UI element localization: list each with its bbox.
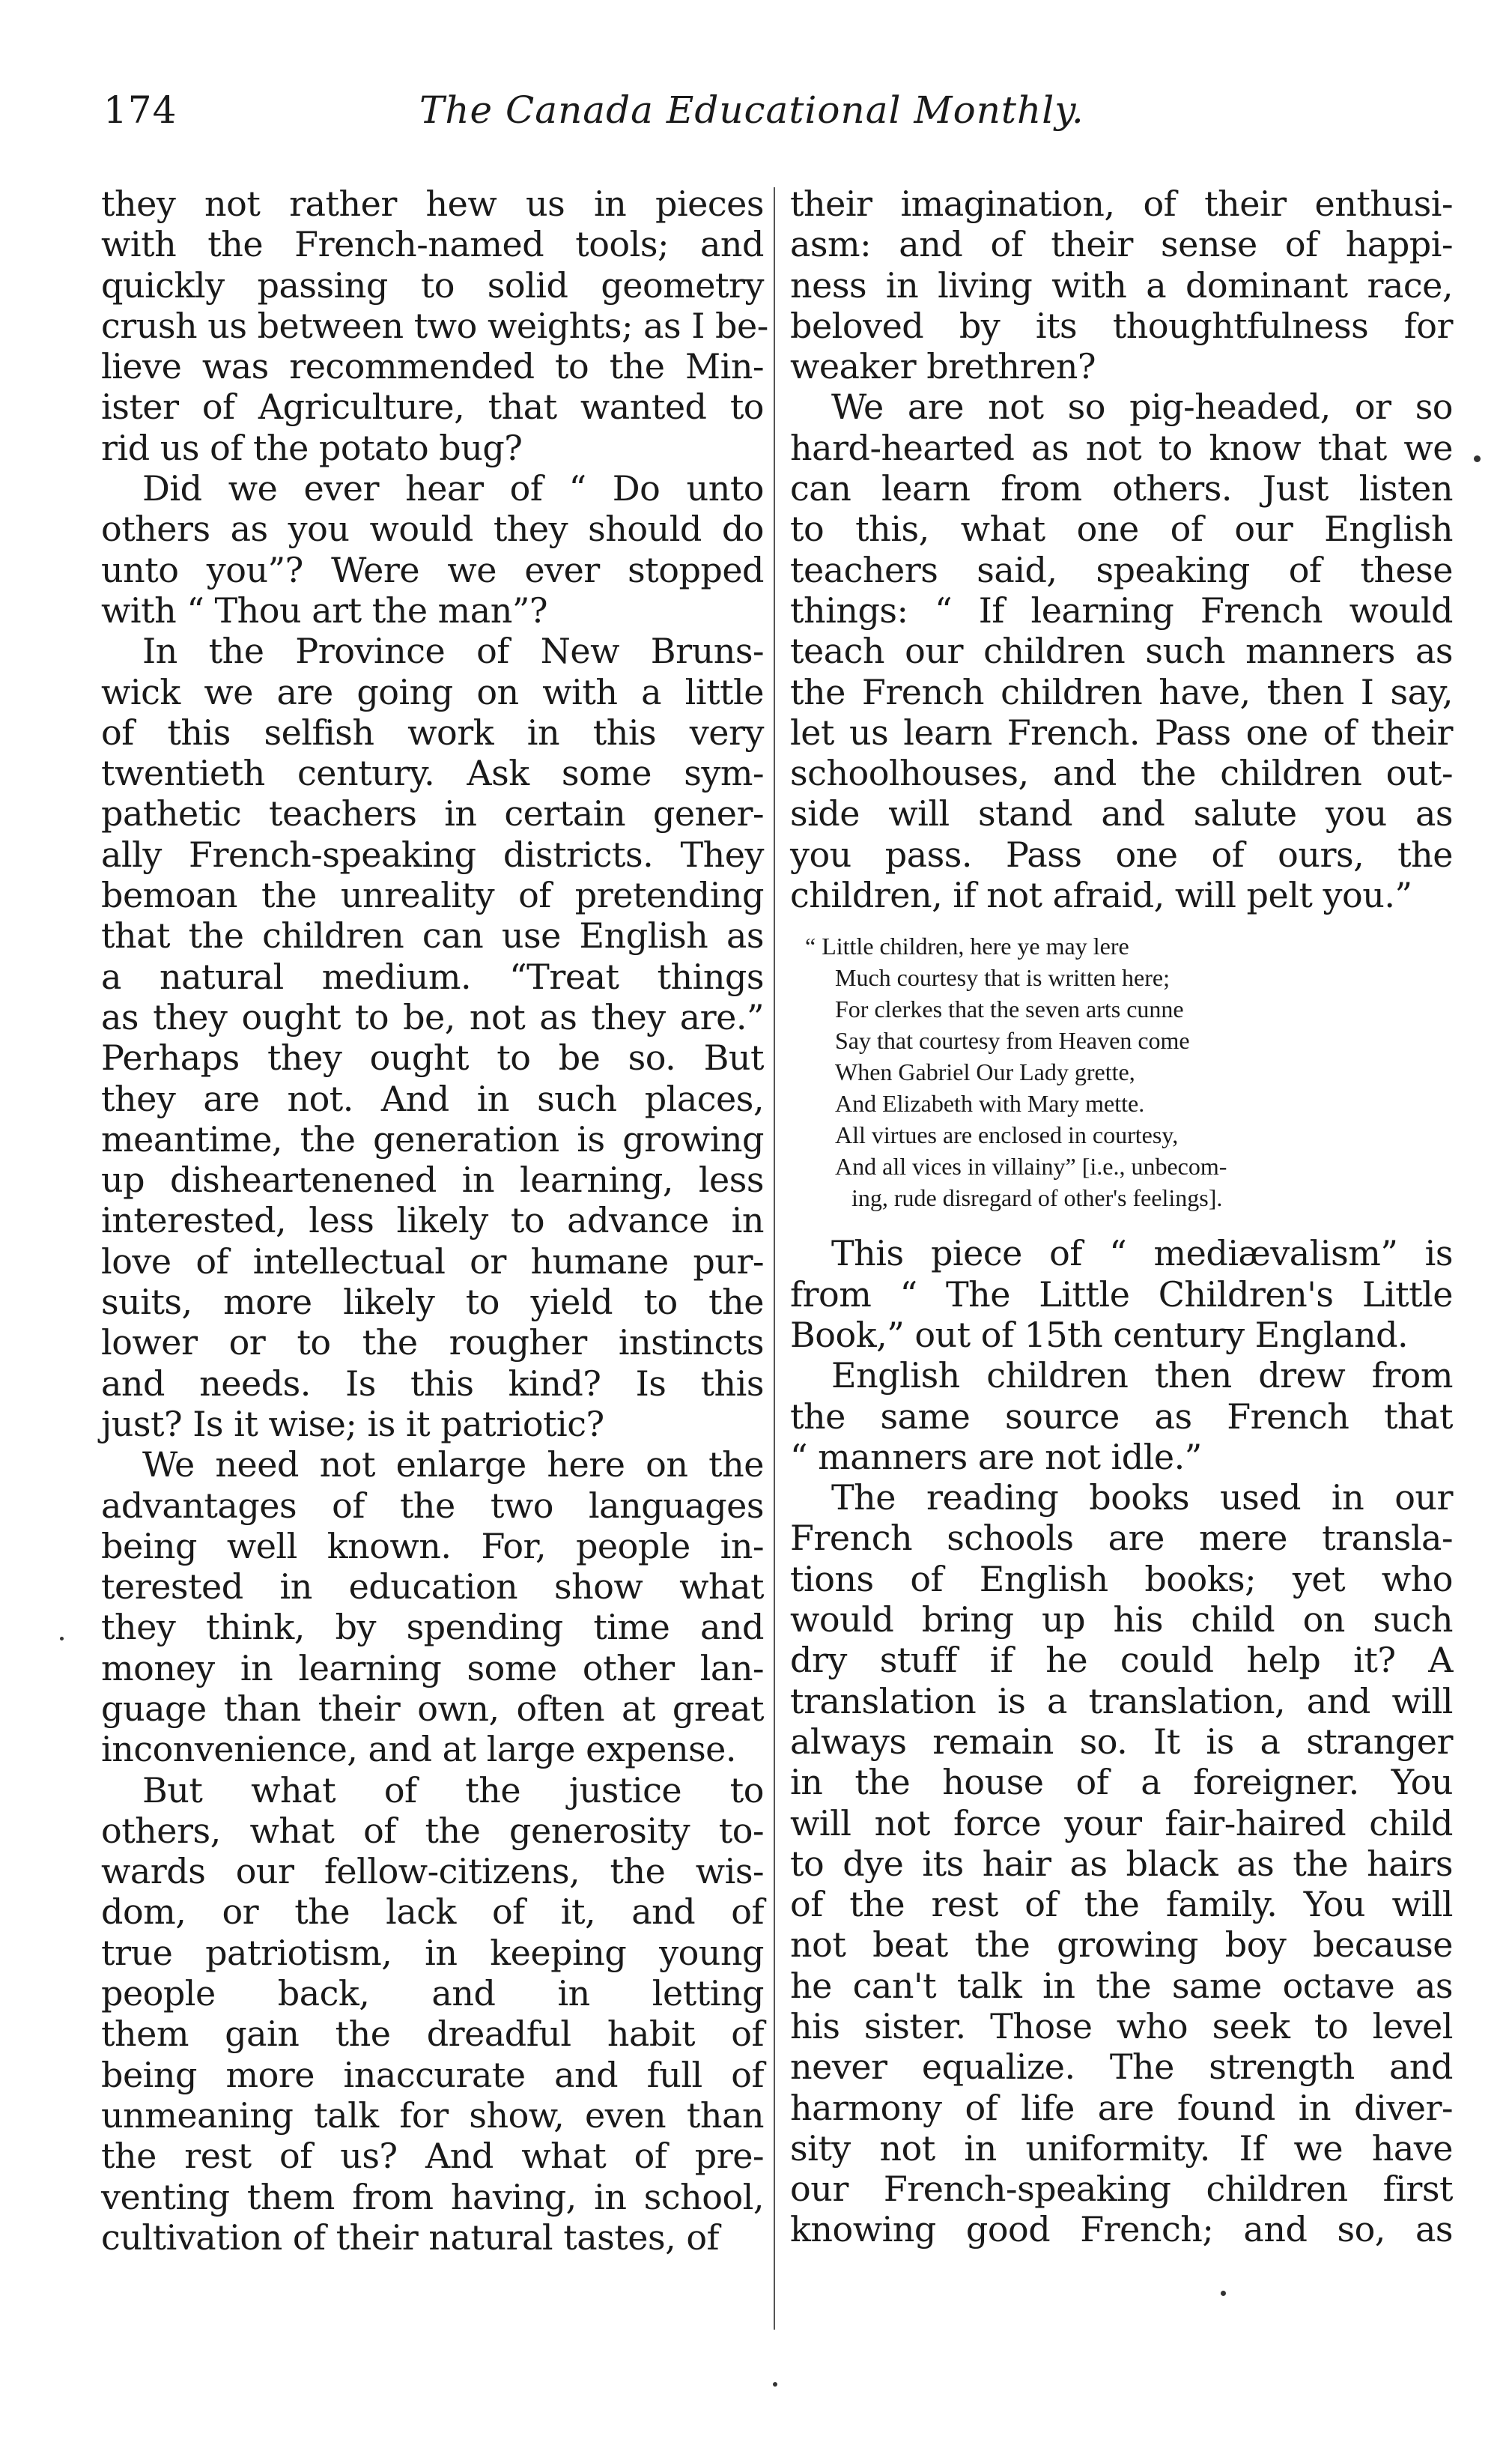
text-line: to this, what one of our English	[790, 509, 1453, 550]
text-line: This piece of “ mediævalism” is	[831, 1233, 1453, 1274]
verse-line: And Elizabeth with Mary mette.	[835, 1090, 1145, 1118]
text-line: tions of English books; yet who	[790, 1558, 1453, 1599]
text-line: terested in education show what	[101, 1566, 764, 1608]
left-column	[101, 184, 768, 2258]
text-line: schoolhouses, and the children out-	[790, 753, 1453, 794]
verse-line: All virtues are enclosed in courtesy,	[835, 1121, 1179, 1149]
text-line: guage than their own, often at great	[101, 1688, 764, 1729]
text-line: “ manners are not idle.”	[790, 1436, 1202, 1477]
text-line: others as you would they should do	[101, 509, 764, 550]
text-line: venting them from having, in school,	[101, 2176, 764, 2217]
verse-line: When Gabriel Our Lady grette,	[835, 1058, 1135, 1086]
text-line: inconvenience, and at large expense.	[101, 1729, 737, 1770]
text-line: side will stand and salute you as	[790, 793, 1453, 834]
text-line: with the French-named tools; and	[101, 224, 764, 265]
text-line: bemoan the unreality of pretending	[101, 875, 764, 916]
text-line: ister of Agriculture, that wanted to	[101, 387, 764, 428]
text-line: interested, less likely to advance in	[101, 1200, 764, 1241]
text-line: harmony of life are found in diver-	[790, 2087, 1453, 2128]
text-line: wick we are going on with a little	[101, 671, 764, 712]
text-line: not beat the growing boy because	[790, 1924, 1453, 1966]
text-line: that the children can use English as	[101, 915, 764, 957]
verse-line: Say that courtesy from Heaven come	[835, 1027, 1190, 1055]
text-line: you pass. Pass one of ours, the	[790, 834, 1453, 875]
page-number: 174	[103, 88, 177, 132]
running-header	[0, 88, 1512, 148]
right-column-text-after-verse	[790, 1233, 1453, 2249]
text-line: his sister. Those who seek to level	[790, 2005, 1453, 2046]
text-line: weaker brethren?	[790, 346, 1096, 387]
text-line: wards our fellow-citizens, the wis-	[101, 1851, 764, 1892]
text-line: cultivation of their natural tastes, of	[101, 2217, 720, 2258]
text-line: never equalize. The strength and	[790, 2046, 1453, 2088]
text-line: knowing good French; and so, as	[790, 2209, 1453, 2250]
text-line: them gain the dreadful habit of	[101, 2014, 764, 2055]
text-line: ally French-speaking districts. They	[101, 834, 764, 875]
right-column-text-before-verse	[790, 184, 1453, 915]
verse-line: For clerkes that the seven arts cunne	[835, 996, 1184, 1023]
text-line: beloved by its thoughtfulness for	[790, 305, 1453, 346]
text-line: In the Province of New Bruns-	[142, 631, 764, 672]
text-line: We are not so pig-headed, or so	[831, 387, 1453, 428]
text-line: of this selfish work in this very	[101, 712, 764, 753]
text-line: being well known. For, people in-	[101, 1525, 764, 1566]
text-line: meantime, the generation is growing	[101, 1118, 764, 1160]
text-line: crush us between two weights; as I be-	[101, 305, 768, 346]
verse-line: Much courtesy that is written here;	[835, 964, 1170, 992]
text-line: being more inaccurate and full of	[101, 2054, 764, 2095]
text-line: lieve was recommended to the Min-	[101, 346, 764, 387]
text-line: rid us of the potato bug?	[101, 427, 523, 468]
text-line: We need not enlarge here on the	[142, 1444, 764, 1485]
text-line: of the rest of the family. You will	[790, 1884, 1453, 1925]
text-line: ness in living with a dominant race,	[790, 264, 1453, 306]
running-title: The Canada Educational Monthly.	[419, 88, 1084, 132]
text-line: lower or to the rougher instincts	[101, 1322, 764, 1363]
text-line: advantages of the two languages	[101, 1485, 764, 1526]
text-line: English children then drew from	[831, 1355, 1453, 1396]
text-line: will not force your fair-haired child	[790, 1802, 1453, 1843]
right-column	[790, 184, 1453, 2250]
text-line: a natural medium. “Treat things	[101, 956, 764, 997]
text-line: as they ought to be, not as they are.”	[101, 996, 764, 1037]
text-line: teach our children such manners as	[790, 631, 1453, 672]
text-line: and needs. Is this kind? Is this	[101, 1363, 764, 1404]
text-line: up disheartenened in learning, less	[101, 1160, 764, 1201]
text-line: suits, more likely to yield to the	[101, 1282, 764, 1323]
text-line: children, if not afraid, will pelt you.”	[790, 875, 1412, 916]
text-line: translation is a translation, and will	[790, 1680, 1453, 1721]
text-line: others, what of the generosity to-	[101, 1810, 764, 1851]
text-line: things: “ If learning French would	[790, 590, 1453, 631]
text-line: dry stuff if he could help it? A	[790, 1640, 1453, 1681]
text-line: they not rather hew us in pieces	[101, 184, 764, 224]
text-line: would bring up his child on such	[790, 1599, 1453, 1640]
text-line: love of intellectual or humane pur-	[101, 1240, 764, 1282]
text-line: dom, or the lack of it, and of	[101, 1891, 764, 1933]
text-line: can learn from others. Just listen	[790, 468, 1453, 509]
text-line: they think, by spending time and	[101, 1607, 764, 1648]
text-line: always remain so. It is a stranger	[790, 1721, 1453, 1762]
text-line: French schools are mere transla-	[790, 1518, 1453, 1559]
text-line: he can't talk in the same octave as	[790, 1965, 1453, 2006]
text-line: people back, and in letting	[101, 1973, 764, 2014]
text-line: Perhaps they ought to be so. But	[101, 1037, 764, 1079]
verse-line: “ Little children, here ye may lere	[805, 933, 1129, 960]
text-line: the same source as French that	[790, 1396, 1453, 1437]
text-line: let us learn French. Pass one of their	[790, 712, 1453, 753]
text-line: unmeaning talk for show, even than	[101, 2094, 764, 2136]
text-line: from “ The Little Children's Little	[790, 1273, 1453, 1315]
text-line: The reading books used in our	[831, 1477, 1453, 1518]
text-line: to dye its hair as black as the hairs	[790, 1843, 1453, 1884]
text-line: pathetic teachers in certain gener-	[101, 793, 764, 834]
verse-quotation	[790, 930, 1453, 1214]
text-line: with “ Thou art the man”?	[101, 590, 548, 631]
verse-line: ing, rude disregard of other's feelings].	[851, 1184, 1223, 1212]
verse-line: And all vices in villainy” [i.e., unbecom-	[835, 1153, 1227, 1181]
text-line: unto you”? Were we ever stopped	[101, 549, 764, 590]
text-line: in the house of a foreigner. You	[790, 1762, 1453, 1803]
text-line: Book,” out of 15th century England.	[790, 1314, 1409, 1355]
text-line: they are not. And in such places,	[101, 1078, 764, 1119]
text-line: quickly passing to solid geometry	[101, 264, 764, 306]
text-line: true patriotism, in keeping young	[101, 1932, 764, 1973]
text-line: money in learning some other lan-	[101, 1647, 764, 1688]
text-line: just? Is it wise; is it patriotic?	[101, 1403, 604, 1444]
text-line: the French children have, then I say,	[790, 671, 1453, 712]
text-line: But what of the justice to	[142, 1769, 764, 1811]
column-divider	[774, 187, 775, 2330]
text-line: our French-speaking children first	[790, 2169, 1453, 2210]
text-line: the rest of us? And what of pre-	[101, 2136, 764, 2177]
text-line: their imagination, of their enthusi-	[790, 184, 1453, 224]
text-line: hard-hearted as not to know that we	[790, 427, 1453, 468]
text-line: Did we ever hear of “ Do unto	[142, 468, 764, 509]
text-line: asm: and of their sense of happi-	[790, 224, 1453, 265]
text-line: teachers said, speaking of these	[790, 549, 1453, 590]
text-line: sity not in uniformity. If we have	[790, 2127, 1453, 2169]
text-line: twentieth century. Ask some sym-	[101, 753, 764, 794]
